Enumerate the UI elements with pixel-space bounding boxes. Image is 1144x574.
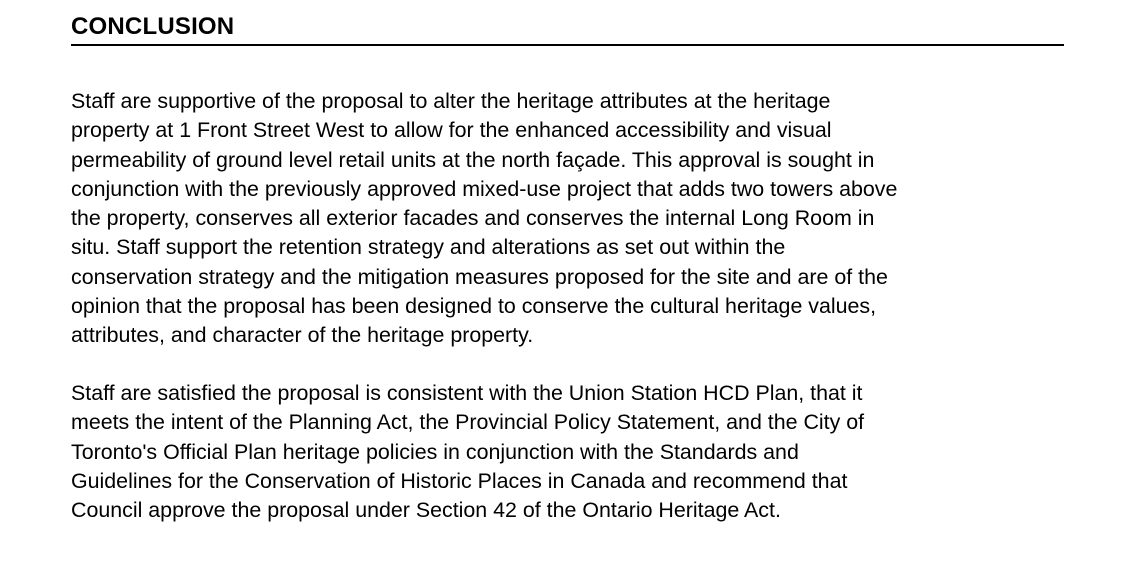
text-line: Toronto's Official Plan heritage policies in conjunction with the Standards and (71, 439, 799, 464)
paragraph-conclusion-support (71, 87, 1064, 351)
text-line: the property, conserves all exterior facades and conserves the internal Long Room in (71, 206, 875, 231)
text-line: property at 1 Front Street West to allow for the enhanced accessibility and visual (71, 118, 832, 143)
text-line: Staff are supportive of the proposal to alter the heritage attributes at the heritage (71, 89, 831, 113)
text-line: Guidelines for the Conservation of Historic Places in Canada and recommend that (71, 468, 848, 493)
text-line: Council approve the proposal under Section 42 of the Ontario Heritage Act. (71, 498, 781, 523)
text-line: opinion that the proposal has been designed to conserve the cultural heritage values, (71, 294, 877, 319)
text-line: conservation strategy and the mitigation measures proposed for the site and are of the (71, 264, 888, 289)
text-line: permeability of ground level retail units at the north façade. This approval is sought in (71, 147, 875, 172)
text-line: attributes, and character of the heritage property. (71, 323, 534, 348)
paragraph-conclusion-consistency (71, 379, 1064, 525)
text-line: meets the intent of the Planning Act, the Provincial Policy Statement, and the City of (71, 410, 865, 435)
text-line: conjunction with the previously approved mixed-use project that adds two towers above (71, 176, 898, 201)
section-heading: CONCLUSION (71, 12, 1064, 46)
text-line: situ. Staff support the retention strategy and alterations as set out within the (71, 235, 786, 260)
document-page (71, 12, 1064, 523)
text-line: Staff are satisfied the proposal is consistent with the Union Station HCD Plan, that it (71, 381, 863, 405)
